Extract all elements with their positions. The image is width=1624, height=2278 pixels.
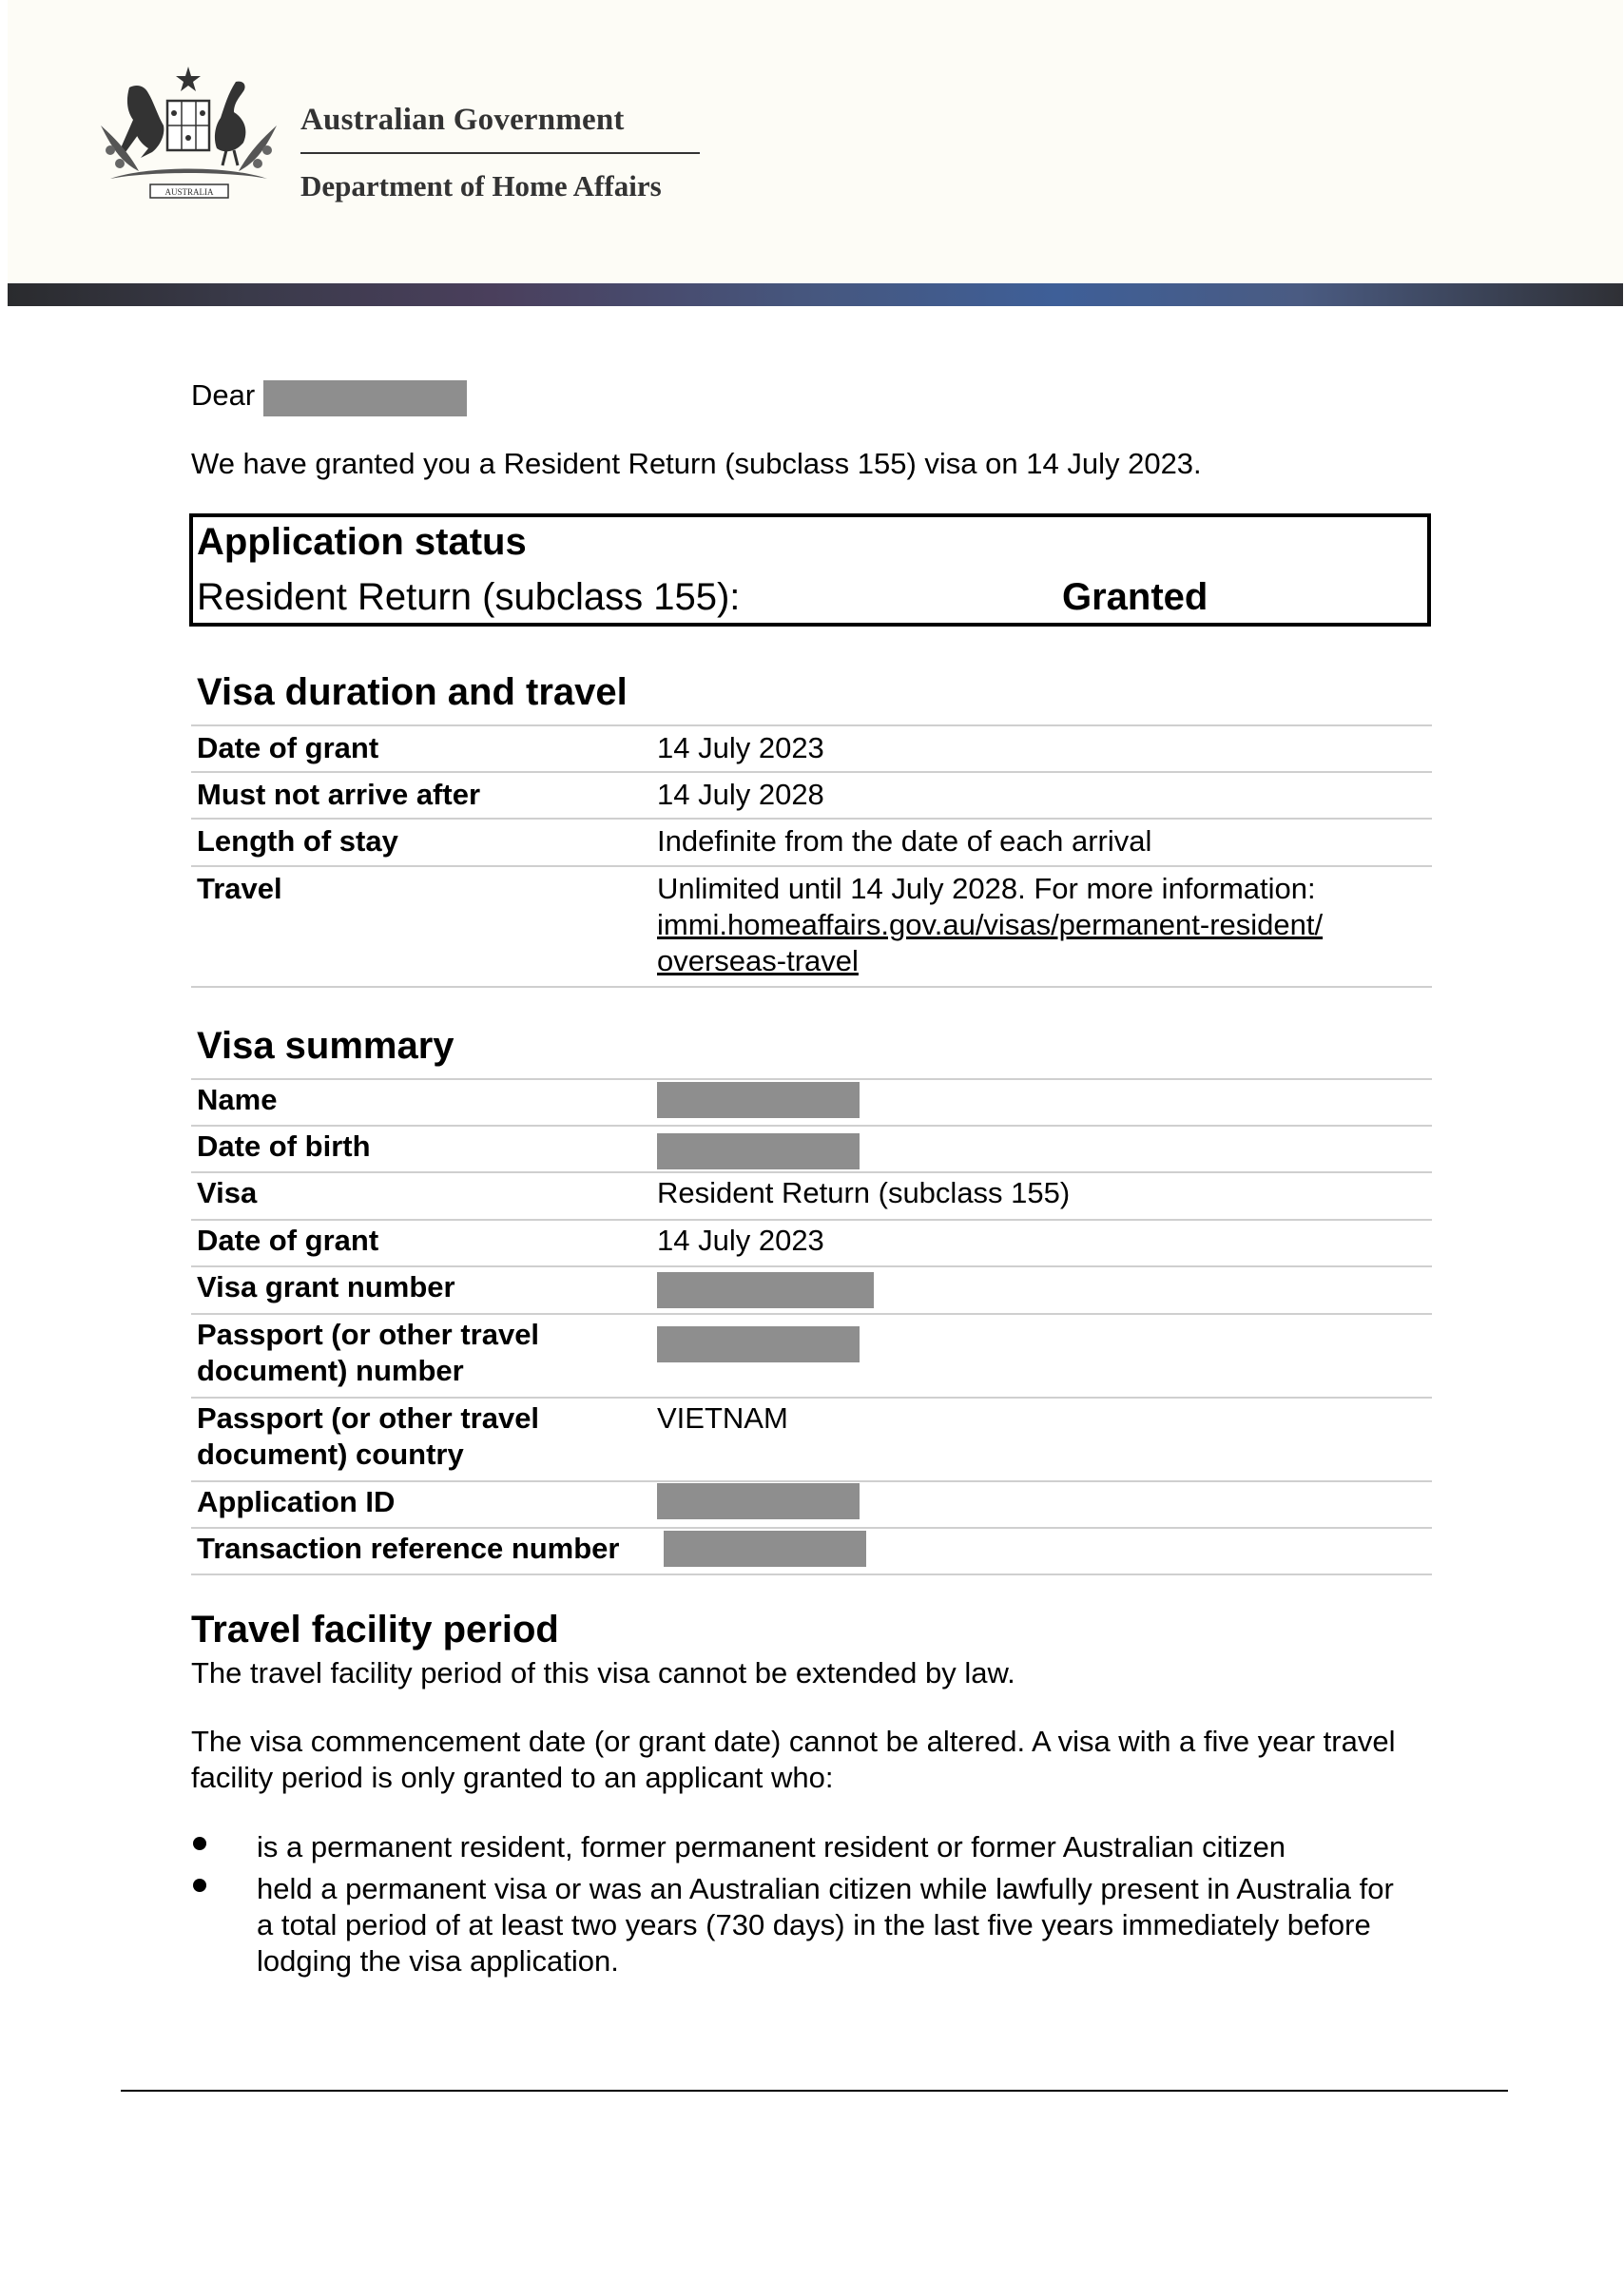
table-rule [191, 1125, 1432, 1127]
table-rule [191, 818, 1432, 820]
travel-info-link-continued[interactable]: overseas-travel [657, 944, 859, 977]
table-rule [191, 1078, 1432, 1080]
department-name: Department of Home Affairs [300, 169, 662, 203]
duration-value-date-of-grant: 14 July 2023 [657, 731, 824, 764]
summary-label-transaction-reference: Transaction reference number [197, 1532, 620, 1565]
travel-facility-paragraph-1: The travel facility period of this visa cannot be extended by law. [191, 1656, 1015, 1689]
summary-label-date-of-grant: Date of grant [197, 1224, 379, 1257]
summary-label-passport-country: Passport (or other travel [197, 1401, 540, 1435]
summary-label-name: Name [197, 1083, 278, 1116]
redacted-application-id [657, 1483, 860, 1519]
visa-duration-heading: Visa duration and travel [197, 671, 628, 713]
table-rule [191, 1573, 1432, 1575]
travel-info-link[interactable]: immi.homeaffairs.gov.au/visas/permanent-resident/ [657, 908, 1324, 941]
summary-value-date-of-grant: 14 July 2023 [657, 1224, 824, 1257]
table-rule [191, 1527, 1432, 1529]
table-rule [191, 1265, 1432, 1267]
summary-label-date-of-birth: Date of birth [197, 1129, 371, 1163]
bullet-item-2-line2: a total period of at least two years (730 days) in the last five years immediately before [257, 1908, 1371, 1941]
table-rule [191, 724, 1432, 726]
table-rule [191, 1397, 1432, 1399]
svg-text:AUSTRALIA: AUSTRALIA [164, 187, 214, 197]
redacted-recipient-name [263, 380, 467, 416]
table-rule [191, 986, 1432, 988]
duration-value-must-not-arrive: 14 July 2028 [657, 778, 824, 811]
table-rule [191, 865, 1432, 867]
summary-value-visa: Resident Return (subclass 155) [657, 1176, 1071, 1209]
footer-rule [121, 2090, 1508, 2092]
greeting: Dear [191, 378, 256, 412]
bullet-icon [193, 1879, 206, 1892]
travel-facility-paragraph-2: The visa commencement date (or grant date) cannot be altered. A visa with a five year travel [191, 1725, 1396, 1758]
bullet-icon [193, 1837, 206, 1850]
coat-of-arms-icon [91, 59, 286, 211]
application-status-value: Granted [1062, 576, 1208, 618]
table-rule [191, 771, 1432, 773]
redacted-passport-number [657, 1326, 860, 1362]
intro-paragraph: We have granted you a Resident Return (subclass 155) visa on 14 July 2023. [191, 447, 1202, 480]
redacted-name [657, 1082, 860, 1118]
bullet-item-1: is a permanent resident, former permanent resident or former Australian citizen [257, 1830, 1286, 1863]
redacted-transaction-reference [664, 1531, 866, 1567]
bullet-item-2-line3: lodging the visa application. [257, 1944, 619, 1978]
visa-summary-heading: Visa summary [197, 1025, 454, 1067]
letterhead-divider [300, 152, 700, 154]
bullet-item-2: held a permanent visa or was an Australian citizen while lawfully present in Australia for [257, 1872, 1394, 1905]
table-rule [191, 1219, 1432, 1221]
application-status-title: Application status [197, 521, 527, 563]
duration-label-travel: Travel [197, 872, 282, 905]
summary-label-visa-grant-number: Visa grant number [197, 1270, 455, 1303]
redacted-visa-grant-number [657, 1272, 874, 1308]
duration-label-date-of-grant: Date of grant [197, 731, 379, 764]
duration-label-must-not-arrive: Must not arrive after [197, 778, 481, 811]
summary-label-passport-number-line2: document) number [197, 1354, 464, 1387]
duration-value-travel: Unlimited until 14 July 2028. For more information: [657, 872, 1316, 905]
travel-facility-paragraph-2-line2: facility period is only granted to an applicant who: [191, 1761, 834, 1794]
travel-facility-heading: Travel facility period [191, 1609, 559, 1651]
summary-label-application-id: Application ID [197, 1485, 396, 1518]
header-band [8, 283, 1623, 306]
government-title: Australian Government [300, 103, 625, 137]
table-rule [191, 1171, 1432, 1173]
duration-label-length-of-stay: Length of stay [197, 824, 398, 858]
summary-label-passport-country-line2: document) country [197, 1438, 464, 1471]
summary-label-passport-number: Passport (or other travel [197, 1318, 540, 1351]
table-rule [191, 1313, 1432, 1315]
application-status-visa: Resident Return (subclass 155): [197, 576, 741, 618]
summary-label-visa: Visa [197, 1176, 258, 1209]
redacted-date-of-birth [657, 1133, 860, 1169]
duration-value-length-of-stay: Indefinite from the date of each arrival [657, 824, 1152, 858]
table-rule [191, 1480, 1432, 1482]
summary-value-passport-country: VIETNAM [657, 1401, 788, 1435]
